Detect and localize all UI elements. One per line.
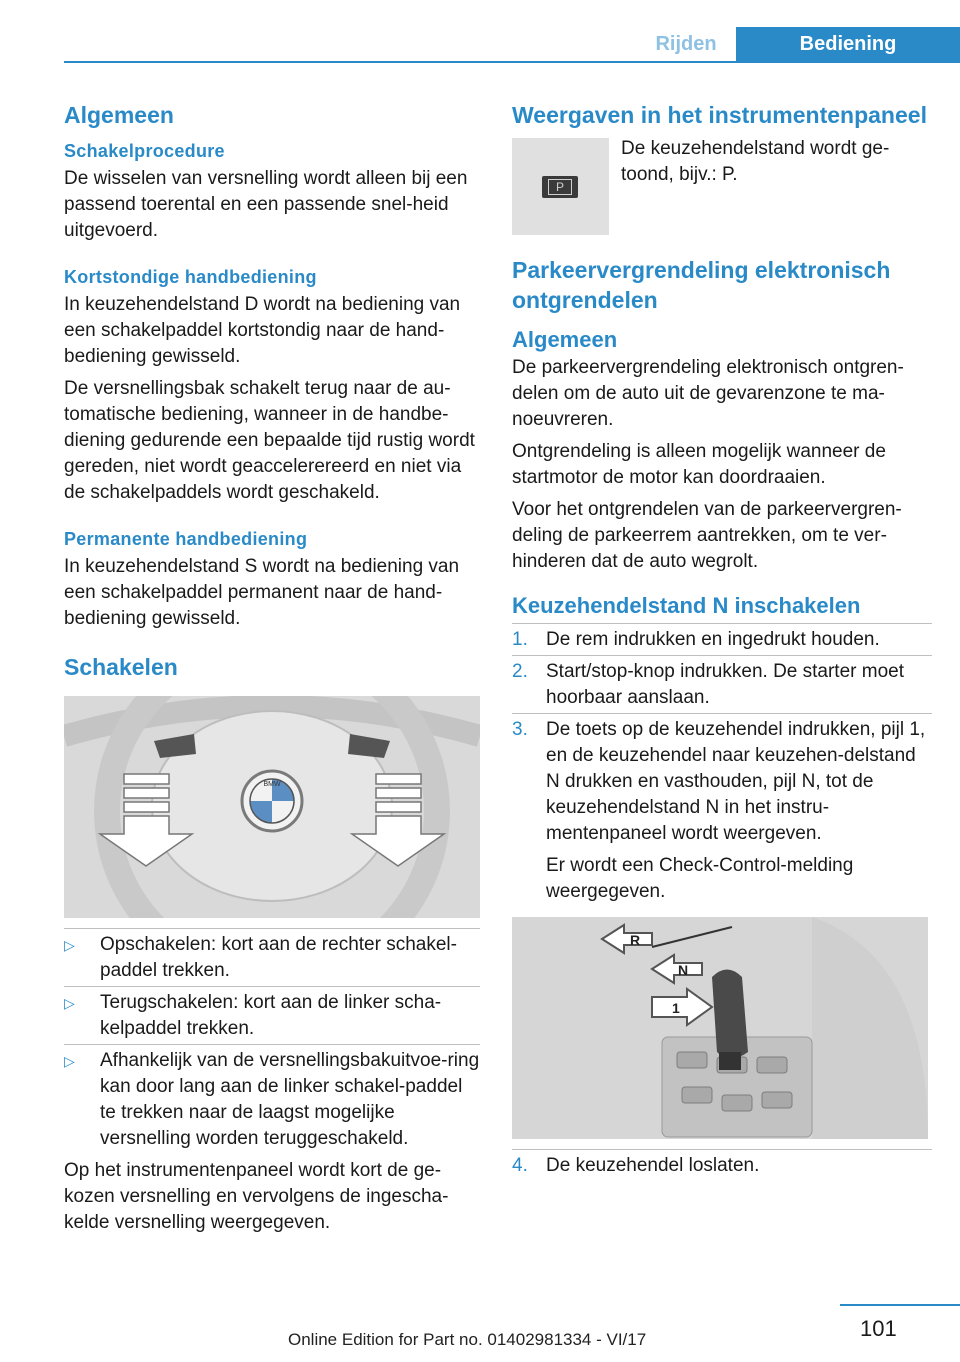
step3-extra: Er wordt een Check-Control-melding weergegeven. [546,855,854,902]
heading-algemeen: Algemeen [64,102,174,128]
arrow-1-label: 1 [672,1000,680,1016]
header-rule [64,61,960,63]
heading-schakelen: Schakelen [64,654,178,680]
header-tabs [636,27,960,61]
display-p-image [512,138,609,235]
list-item: 3. De toets op de keuzehendel indrukken, pijl 1, en de keuzehendel naar keuzehen-delstand N drukken en vasthouden, pijl N, tot de keuzehendelstand N in het instru-mentenpaneel wordt weergeven. Er wordt een Check-Control-melding weergegeven. [512,717,932,905]
text-parkeer-3: Voor het ontgrendelen van de parkeervergren-deling de parkeerrem aantrekken, om te ver-hinderen dat de auto wegrolt. [512,499,902,572]
text-parkeer-1: De parkeervergrendeling elektronisch ontgren-delen om de auto uit de gevarenzone te ma-noeuvreren. [512,357,904,430]
arrow-n-label: N [678,962,689,978]
page-number: 101 [860,1316,897,1341]
text-instrument: Op het instrumentenpaneel wordt kort de ge-kozen versnelling en vervolgens de ingescha-kelde versnelling weergegeven. [64,1160,449,1233]
schakelen-list [64,932,480,1152]
list-item: 1. De rem indrukken en ingedrukt houden. [512,627,932,653]
list-item: ▷ Terugschakelen: kort aan de linker scha-kelpaddel trekken. [64,990,480,1042]
heading-algemeen-right: Algemeen [512,327,618,352]
tab-bediening[interactable]: Bediening [736,27,960,61]
heading-parkeer: Parkeervergrendeling elektronisch ontgrendelen [512,257,891,313]
steps-list [512,627,932,905]
footer-rule [840,1304,960,1306]
heading-schakelprocedure: Schakelprocedure [64,141,225,161]
triangle-bullet-icon: ▷ [64,1053,75,1069]
footer-edition: Online Edition for Part no. 01402981334 - VI/17 [288,1330,647,1349]
left-column [64,100,480,1236]
right-column [512,100,932,1185]
triangle-bullet-icon: ▷ [64,995,75,1011]
gear-p-icon: P [548,179,572,195]
text-kortstondig-2: De versnellingsbak schakelt terug naar de au-tomatische bediening, wanneer in de handbe-diening gedurende een bepaalde tijd rustig wordt gereden, niet wordt geaccelerereerd en niet via de schakelpaddels wordt geschakeld. [64,378,475,503]
text-kortstondig-1: In keuzehendelstand D wordt na bediening van een schakelpaddel kortstondig naar de hand-bediening gewisseld. [64,294,461,367]
heading-permanent: Permanente handbediening [64,529,308,549]
list-item: ▷ Opschakelen: kort aan de rechter schakel-paddel trekken. [64,932,480,984]
heading-keuze: Keuzehendelstand N inschakelen [512,593,861,618]
gear-selector-image [512,917,928,1139]
steps-list-2 [512,1153,932,1179]
text-weergaven: De keuzehendelstand wordt ge-toond, bijv.: P. [621,138,890,185]
steering-wheel-image [64,696,480,918]
text-parkeer-2: Ontgrendeling is alleen mogelijk wanneer de startmotor de motor kan doordraaien. [512,441,886,488]
arrow-r-label: R [630,932,641,948]
triangle-bullet-icon: ▷ [64,937,75,953]
text-permanent: In keuzehendelstand S wordt na bediening van een schakelpaddel permanent naar de hand-bediening gewisseld. [64,556,460,629]
list-item: ▷ Afhankelijk van de versnellingsbakuitvoe-ring kan door lang aan de linker schakel-paddel te trekken naar de laagst mogelijke versnelling worden teruggeschakeld. [64,1048,480,1152]
heading-kortstondig: Kortstondige handbediening [64,267,317,287]
heading-weergaven: Weergaven in het instrumentenpaneel [512,102,927,128]
text-schakelprocedure: De wisselen van versnelling wordt alleen bij een passend toerental en een passende snel-heid uitgevoerd. [64,168,468,241]
list-item: 2. Start/stop-knop indrukken. De starter moet hoorbaar aanslaan. [512,659,932,711]
wheel-logo-text: BMW [263,781,281,788]
tab-rijden[interactable]: Rijden [636,27,736,61]
list-item: 4. De keuzehendel loslaten. [512,1153,932,1179]
